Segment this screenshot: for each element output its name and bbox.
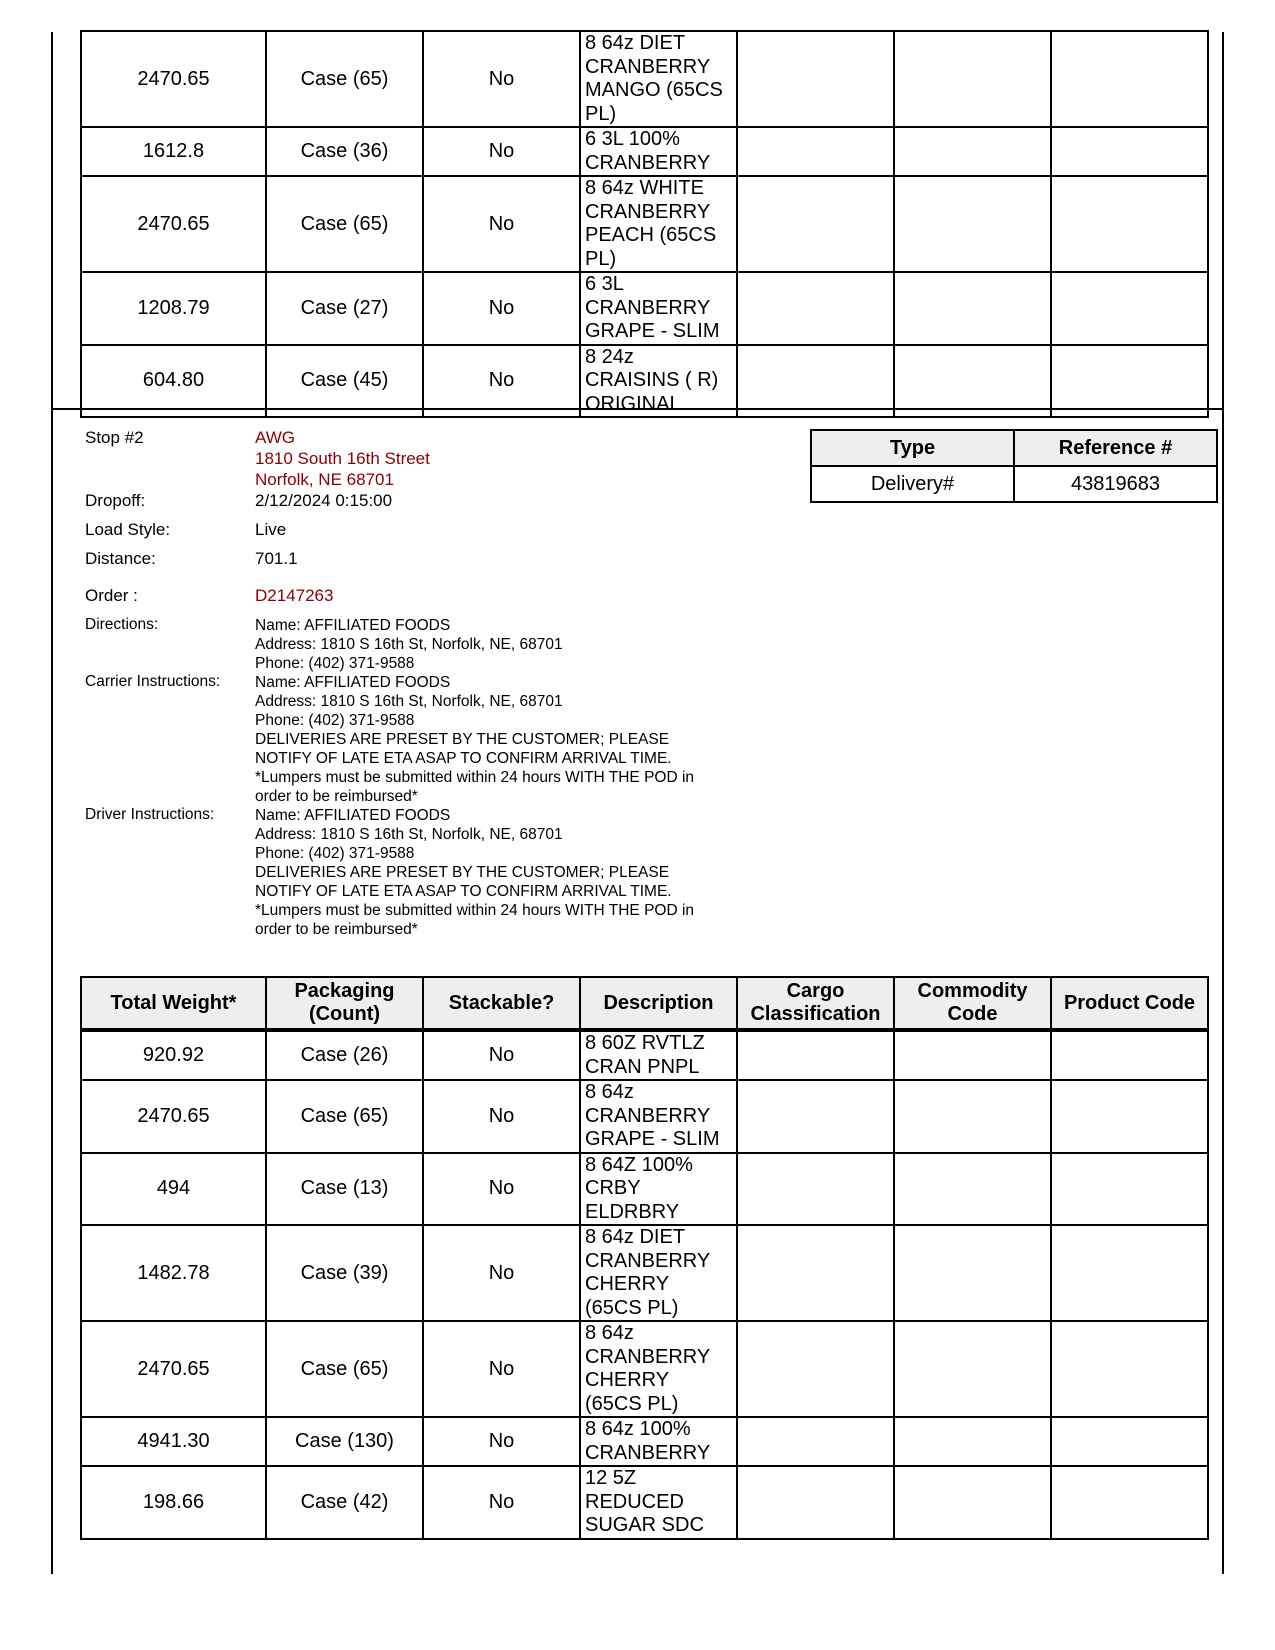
product-code-cell — [1051, 1417, 1208, 1466]
table-row — [81, 176, 1208, 272]
weight-cell: 1482.78 — [81, 1225, 266, 1321]
product-code-cell — [1051, 272, 1208, 345]
commodity-code-cell — [894, 176, 1051, 272]
commodity-code-cell — [894, 31, 1051, 127]
description-line: CHERRY — [585, 1273, 670, 1295]
text-line: order to be reimbursed* — [255, 921, 418, 938]
packaging-cell: Case (13) — [266, 1153, 423, 1226]
text-line: Phone: (402) 371-9588 — [255, 845, 415, 862]
text-line: NOTIFY OF LATE ETA ASAP TO CONFIRM ARRIVAL TIME. — [255, 750, 672, 767]
text-line: Commodity — [917, 980, 1028, 1002]
packaging-cell: Case (36) — [266, 127, 423, 176]
packaging-cell: Case (26) — [266, 1030, 423, 1080]
cargo-classification-cell — [737, 1321, 894, 1417]
weight-cell: 604.80 — [81, 345, 266, 418]
commodity-code-cell — [894, 345, 1051, 418]
description-line: PEACH (65CS — [585, 224, 717, 246]
reference-value: 43819683 — [1014, 466, 1217, 502]
table-row — [81, 345, 1208, 418]
packaging-cell: Case (65) — [266, 176, 423, 272]
text-line: Name: AFFILIATED FOODS — [255, 807, 451, 824]
product-code-cell — [1051, 1153, 1208, 1226]
description-line: (65CS PL) — [585, 1392, 679, 1415]
product-code-cell — [1051, 1080, 1208, 1153]
carrier-instructions-label: Carrier Instructions: — [85, 673, 221, 690]
text-line: order to be reimbursed* — [255, 788, 418, 805]
header-description: Description — [580, 977, 737, 1030]
product-code-cell — [1051, 1030, 1208, 1080]
stackable-cell: No — [423, 176, 580, 272]
order-value: D2147263 — [255, 586, 334, 605]
stop-address-line1: 1810 South 16th Street — [255, 449, 430, 468]
text-line: Name: AFFILIATED FOODS — [255, 674, 451, 691]
commodity-code-cell — [894, 1417, 1051, 1466]
text-line: Phone: (402) 371-9588 — [255, 712, 415, 729]
description-cell — [580, 1417, 737, 1466]
stackable-cell: No — [423, 1417, 580, 1466]
type-value: Delivery# — [811, 466, 1014, 502]
description-line: CRANBERRY — [585, 55, 711, 78]
description-line: CRANBERRY — [585, 1441, 711, 1464]
packaging-cell: Case (42) — [266, 1466, 423, 1539]
table-row — [81, 127, 1208, 176]
dropoff-value: 2/12/2024 0:15:00 — [255, 491, 393, 510]
packaging-cell: Case (65) — [266, 1321, 423, 1417]
page-left-border — [51, 32, 53, 1574]
commodity-code-cell — [894, 1080, 1051, 1153]
order-label: Order : — [85, 586, 138, 605]
stackable-cell: No — [423, 272, 580, 345]
driver-instructions-label: Driver Instructions: — [85, 806, 215, 823]
weight-cell: 1612.8 — [81, 127, 266, 176]
stackable-cell: No — [423, 1225, 580, 1321]
description-line: 8 64z WHITE — [585, 177, 704, 199]
commodity-code-cell — [894, 1466, 1051, 1539]
table-row — [81, 1080, 1208, 1153]
weight-cell: 198.66 — [81, 1466, 266, 1539]
description-cell — [580, 176, 737, 272]
header-total-weight: Total Weight* — [81, 977, 266, 1030]
text-line: Classification — [750, 1003, 881, 1025]
text-line: Cargo — [786, 980, 845, 1002]
description-line: 8 64Z 100% — [585, 1153, 693, 1176]
cargo-classification-cell — [737, 1417, 894, 1466]
stackable-cell: No — [423, 345, 580, 418]
description-line: MANGO (65CS — [585, 79, 723, 101]
top-items-table — [80, 30, 1209, 418]
commodity-code-cell — [894, 1225, 1051, 1321]
cargo-classification-cell — [737, 345, 894, 418]
description-line: 6 3L — [585, 273, 624, 295]
cargo-classification-cell — [737, 31, 894, 127]
description-line: 8 64z — [585, 1322, 634, 1344]
description-line: 8 64z DIET — [585, 1226, 686, 1248]
type-header: Type — [811, 430, 1014, 466]
commodity-code-cell — [894, 1153, 1051, 1226]
text-line: *Lumpers must be submitted within 24 hours WITH THE POD in — [255, 769, 695, 786]
product-code-cell — [1051, 1466, 1208, 1539]
stop-name: AWG — [255, 428, 295, 447]
packaging-cell: Case (65) — [266, 1080, 423, 1153]
directions-text — [255, 616, 775, 673]
description-line: ELDRBRY — [585, 1200, 680, 1223]
header-cargo-classification — [737, 977, 894, 1030]
commodity-code-cell — [894, 1030, 1051, 1080]
stackable-cell: No — [423, 1080, 580, 1153]
table-row — [81, 31, 1208, 127]
carrier-instructions-text — [255, 673, 775, 806]
description-line: 8 64z DIET — [585, 32, 686, 54]
description-cell — [580, 1153, 737, 1226]
description-line: 6 3L 100% — [585, 128, 680, 150]
stop-items-body — [81, 1030, 1208, 1539]
cargo-classification-cell — [737, 1466, 894, 1539]
description-line: GRAPE - SLIM — [585, 1128, 720, 1150]
text-line: Name: AFFILIATED FOODS — [255, 617, 451, 634]
weight-cell: 1208.79 — [81, 272, 266, 345]
weight-cell: 2470.65 — [81, 1321, 266, 1417]
weight-cell: 2470.65 — [81, 31, 266, 127]
text-line: Address: 1810 S 16th St, Norfolk, NE, 68701 — [255, 636, 563, 653]
description-line: GRAPE - SLIM — [585, 320, 720, 342]
commodity-code-cell — [894, 272, 1051, 345]
load-style-value: Live — [255, 520, 287, 539]
description-cell — [580, 1080, 737, 1153]
description-cell — [580, 345, 737, 418]
stackable-cell: No — [423, 31, 580, 127]
weight-cell: 494 — [81, 1153, 266, 1226]
weight-cell: 2470.65 — [81, 1080, 266, 1153]
top-items-body — [81, 31, 1208, 417]
table-row — [81, 1030, 1208, 1080]
description-line: 8 24z — [585, 345, 634, 368]
cargo-classification-cell — [737, 127, 894, 176]
table-row — [81, 1153, 1208, 1226]
description-line: CRAN PNPL — [585, 1055, 700, 1078]
load-style-label: Load Style: — [85, 520, 171, 539]
description-line: CRAISINS ( R) — [585, 369, 719, 391]
text-line: *Lumpers must be submitted within 24 hours WITH THE POD in — [255, 902, 695, 919]
text-line: DELIVERIES ARE PRESET BY THE CUSTOMER; PLEASE — [255, 731, 670, 748]
table-row — [81, 1466, 1208, 1539]
product-code-cell — [1051, 127, 1208, 176]
description-cell — [580, 1321, 737, 1417]
stackable-cell: No — [423, 127, 580, 176]
driver-instructions-text — [255, 806, 775, 939]
page-right-border — [1222, 32, 1224, 1574]
description-cell — [580, 1466, 737, 1539]
cargo-classification-cell — [737, 1080, 894, 1153]
header-stackable: Stackable? — [423, 977, 580, 1030]
description-line: PL) — [585, 247, 617, 270]
cargo-classification-cell — [737, 1030, 894, 1080]
description-line: 12 5Z — [585, 1467, 637, 1489]
reference-table — [810, 429, 1218, 503]
description-cell — [580, 272, 737, 345]
dropoff-label: Dropoff: — [85, 491, 146, 510]
description-line: SUGAR SDC — [585, 1514, 704, 1536]
text-line: DELIVERIES ARE PRESET BY THE CUSTOMER; PLEASE — [255, 864, 670, 881]
weight-cell: 2470.65 — [81, 176, 266, 272]
distance-label: Distance: — [85, 549, 156, 568]
text-line: Code — [947, 1003, 998, 1025]
stop-label: Stop #2 — [85, 428, 144, 447]
table-row — [81, 1321, 1208, 1417]
commodity-code-cell — [894, 127, 1051, 176]
cargo-classification-cell — [737, 272, 894, 345]
product-code-cell — [1051, 1225, 1208, 1321]
cargo-classification-cell — [737, 176, 894, 272]
text-line: Phone: (402) 371-9588 — [255, 655, 415, 672]
description-line: CRANBERRY — [585, 296, 711, 319]
description-line: 8 64z 100% — [585, 1418, 691, 1440]
stackable-cell: No — [423, 1466, 580, 1539]
table-row — [81, 1417, 1208, 1466]
weight-cell: 920.92 — [81, 1030, 266, 1080]
description-line: ORIGINAL — [585, 392, 681, 415]
description-line: (65CS PL) — [585, 1296, 679, 1319]
stop-items-table — [80, 976, 1209, 1540]
packaging-cell: Case (65) — [266, 31, 423, 127]
description-line: CRANBERRY — [585, 1249, 711, 1272]
stackable-cell: No — [423, 1321, 580, 1417]
text-line: NOTIFY OF LATE ETA ASAP TO CONFIRM ARRIVAL TIME. — [255, 883, 672, 900]
description-cell — [580, 31, 737, 127]
weight-cell: 4941.30 — [81, 1417, 266, 1466]
reference-header: Reference # — [1014, 430, 1217, 466]
product-code-cell — [1051, 345, 1208, 418]
description-cell — [580, 127, 737, 176]
description-cell — [580, 1225, 737, 1321]
description-line: CRANBERRY — [585, 1104, 711, 1127]
table-row — [81, 272, 1208, 345]
description-line: CHERRY — [585, 1369, 670, 1391]
product-code-cell — [1051, 1321, 1208, 1417]
description-line: 8 64z — [585, 1081, 634, 1103]
stackable-cell: No — [423, 1030, 580, 1080]
distance-value: 701.1 — [255, 549, 298, 568]
header-product-code: Product Code — [1051, 977, 1208, 1030]
description-line: REDUCED — [585, 1490, 684, 1513]
cargo-classification-cell — [737, 1225, 894, 1321]
packaging-cell: Case (45) — [266, 345, 423, 418]
directions-label: Directions: — [85, 616, 159, 633]
packaging-cell: Case (39) — [266, 1225, 423, 1321]
description-line: CRANBERRY — [585, 151, 711, 174]
product-code-cell — [1051, 31, 1208, 127]
description-line: CRBY — [585, 1177, 641, 1199]
header-commodity-code — [894, 977, 1051, 1030]
text-line: Address: 1810 S 16th St, Norfolk, NE, 68701 — [255, 693, 563, 710]
text-line: Packaging — [294, 980, 395, 1002]
text-line: Address: 1810 S 16th St, Norfolk, NE, 68701 — [255, 826, 563, 843]
product-code-cell — [1051, 176, 1208, 272]
stackable-cell: No — [423, 1153, 580, 1226]
description-line: CRANBERRY — [585, 1345, 711, 1368]
packaging-cell: Case (130) — [266, 1417, 423, 1466]
commodity-code-cell — [894, 1321, 1051, 1417]
stop-address-line2: Norfolk, NE 68701 — [255, 470, 394, 489]
header-packaging — [266, 977, 423, 1030]
packaging-cell: Case (27) — [266, 272, 423, 345]
text-line: (Count) — [308, 1003, 381, 1025]
table-row — [81, 1225, 1208, 1321]
description-line: 8 60Z RVTLZ — [585, 1032, 705, 1054]
description-cell — [580, 1030, 737, 1080]
description-line: PL) — [585, 102, 617, 125]
cargo-classification-cell — [737, 1153, 894, 1226]
description-line: CRANBERRY — [585, 200, 711, 223]
